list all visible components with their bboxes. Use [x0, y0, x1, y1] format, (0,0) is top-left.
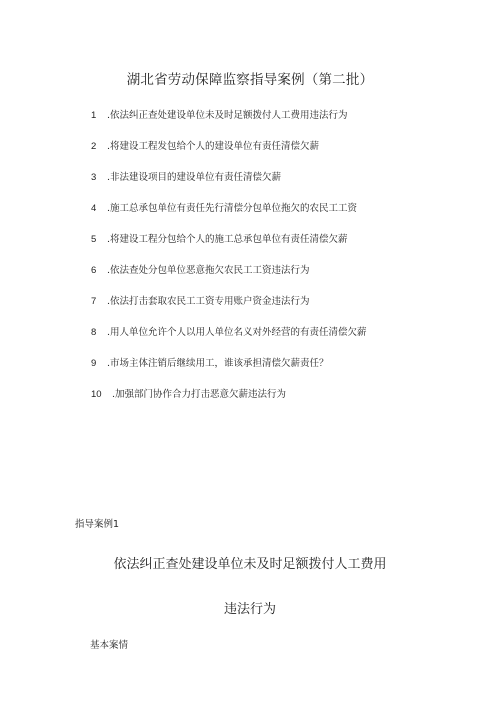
toc-item: [91, 294, 471, 325]
toc-item: [91, 263, 471, 294]
toc-item: [91, 356, 471, 387]
toc-item-text: .依法查处分包单位恶意拖欠农民工工资违法行为: [107, 265, 310, 276]
toc-item-text: .市场主体注销后继续用工，谁该承担清偿欠薪责任？: [107, 358, 329, 369]
table-of-contents: [91, 108, 471, 418]
toc-item-number: 10: [91, 389, 102, 400]
toc-item-number: 4: [91, 203, 97, 214]
document-title: 湖北省劳动保障监察指导案例（第二批）: [126, 72, 374, 88]
case-title-continuation: 违法行为: [223, 602, 276, 617]
toc-item-text: .依法纠正查处建设单位未及时足额拨付人工费用违法行为: [107, 110, 348, 121]
toc-item: [91, 232, 471, 263]
toc-item: [91, 170, 471, 201]
section-heading: 基本案情: [90, 640, 129, 651]
toc-item: [91, 325, 471, 356]
toc-item: [91, 139, 471, 170]
toc-item-number: 7: [91, 296, 97, 307]
toc-item-number: 8: [91, 327, 97, 338]
toc-item-number: 3: [91, 172, 97, 183]
toc-item-number: 6: [91, 265, 97, 276]
toc-item-number: 2: [91, 141, 97, 152]
toc-item-text: .非法建设项目的建设单位有责任清偿欠薪: [107, 172, 282, 183]
toc-item-number: 9: [91, 358, 97, 369]
toc-item-text: .将建设工程分包给个人的施工总承包单位有责任清偿欠薪: [107, 234, 348, 245]
toc-item-text: .依法打击套取农民工工资专用账户资金违法行为: [107, 296, 310, 307]
toc-item-text: .施工总承包单位有责任先行清偿分包单位拖欠的农民工工资: [107, 203, 358, 214]
toc-item: [91, 201, 471, 232]
toc-item: [91, 387, 471, 418]
toc-item-number: 1: [91, 110, 97, 121]
case-title: 依法纠正查处建设单位未及时足额拨付人工费用: [113, 557, 387, 572]
toc-item-text: .加强部门协作合力打击恶意欠薪违法行为: [112, 389, 287, 400]
toc-item-text: .用人单位允许个人以用人单位名义对外经营的有责任清偿欠薪: [107, 327, 367, 338]
case-label: 指导案例1: [75, 519, 120, 530]
toc-item: [91, 108, 471, 139]
toc-item-text: .将建设工程发包给个人的建设单位有责任清偿欠薪: [107, 141, 320, 152]
toc-item-number: 5: [91, 234, 97, 245]
